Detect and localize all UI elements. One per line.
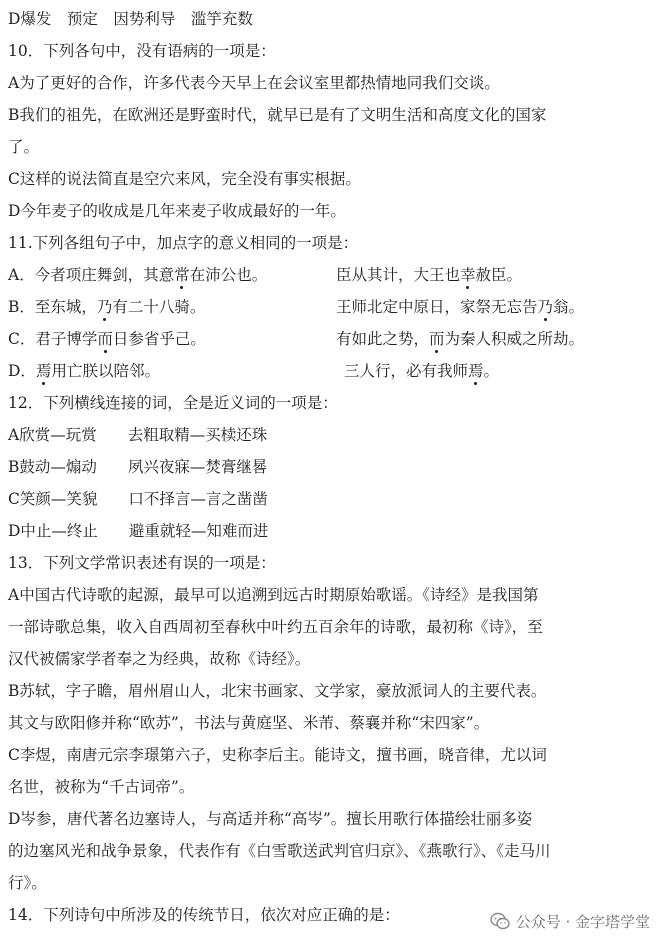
q13-option-d-cont: 行》。 <box>8 874 47 892</box>
q13-option-d-cont: 的边塞风光和战争景象，代表作有《白雪歌送武判官归京》、《燕歌行》、《走马川 <box>8 842 551 860</box>
q11-option-b-left: B．至东城，乃有二十八骑。 <box>8 298 206 316</box>
q10-option-a: A为了更好的合作，许多代表今天早上在会议室里都热情地同我们交谈。 <box>8 74 500 92</box>
q13-option-a-cont: 一部诗歌总集，收入自西周初至春秋中叶约五百余年的诗歌，最初称《诗》，至 <box>8 618 543 636</box>
q11-option-a-right: 臣从其计，大王也幸赦臣。 <box>336 266 523 284</box>
q13-option-d: D岑参，唐代著名边塞诗人，与高适并称“高岑”。擅长用歌行体描绘壮丽多姿 <box>8 810 533 828</box>
q12-option-a: A欣赏—玩赏 去粗取精—买椟还珠 <box>8 426 268 444</box>
q11-option-b-right: 王师北定中原日，家祭无忘告乃翁。 <box>336 298 585 316</box>
q11-option-d-right: 三人行，必有我师焉。 <box>344 362 500 380</box>
q12-option-c: C笑颜—笑貌 口不择言—言之凿凿 <box>8 490 268 508</box>
watermark-text: 公众号 · 金字塔学堂 <box>515 912 650 931</box>
q13-option-c: C李煜，南唐元宗李璟第六子，史称李后主。能诗文，擅书画，晓音律，尤以词 <box>8 746 547 764</box>
question-11-stem: 11.下列各组句子中，加点字的意义相同的一项是： <box>8 234 359 252</box>
q13-option-a: A中国古代诗歌的起源，最早可以追溯到远古时期原始歌谣。《诗经》是我国第 <box>8 586 539 604</box>
wechat-official-account-icon <box>490 912 510 930</box>
q10-option-b: B我们的祖先，在欧洲还是野蛮时代，就早已是有了文明生活和高度文化的国家 <box>8 106 547 124</box>
q11-option-d-left: D．焉用亡朕以陪邻。 <box>8 362 160 380</box>
q13-option-b-cont: 其文与欧阳修并称“欧苏”，书法与黄庭坚、米芾、蔡襄并称“宋四家”。 <box>8 714 490 732</box>
q10-option-c: C这样的说法简直是空穴来风，完全没有事实根据。 <box>8 170 361 188</box>
q12-option-b: B鼓动—煽动 夙兴夜寐—焚膏继晷 <box>8 458 268 476</box>
q10-option-d: D今年麦子的收成是几年来麦子收成最好的一年。 <box>8 202 346 220</box>
q11-option-a-left: A．今者项庄舞剑，其意常在沛公也。 <box>8 266 268 284</box>
q10-option-b-cont: 了。 <box>8 138 40 156</box>
watermark <box>490 910 650 932</box>
q11-option-c-left: C．君子博学而日参省乎己。 <box>8 330 206 348</box>
q12-option-d: D中止—终止 避重就轻—知难而进 <box>8 522 269 540</box>
q13-option-c-cont: 名世，被称为“千古词帝”。 <box>8 778 195 796</box>
q11-option-c-right: 有如此之势，而为秦人积威之所劫。 <box>336 330 585 348</box>
question-12-stem: 12．下列横线连接的词，全是近义词的一项是： <box>8 394 338 412</box>
q13-option-a-cont: 汉代被儒家学者奉之为经典，故称《诗经》。 <box>8 650 311 668</box>
question-14-stem: 14．下列诗句中所涉及的传统节日，依次对应正确的是： <box>8 906 400 924</box>
option-line: D爆发 预定 因势利导 滥竽充数 <box>8 10 253 28</box>
question-13-stem: 13．下列文学常识表述有误的一项是： <box>8 554 276 572</box>
question-10-stem: 10．下列各句中，没有语病的一项是： <box>8 42 276 60</box>
q13-option-b: B苏轼，字子瞻，眉州眉山人，北宋书画家、文学家，豪放派词人的主要代表。 <box>8 682 547 700</box>
